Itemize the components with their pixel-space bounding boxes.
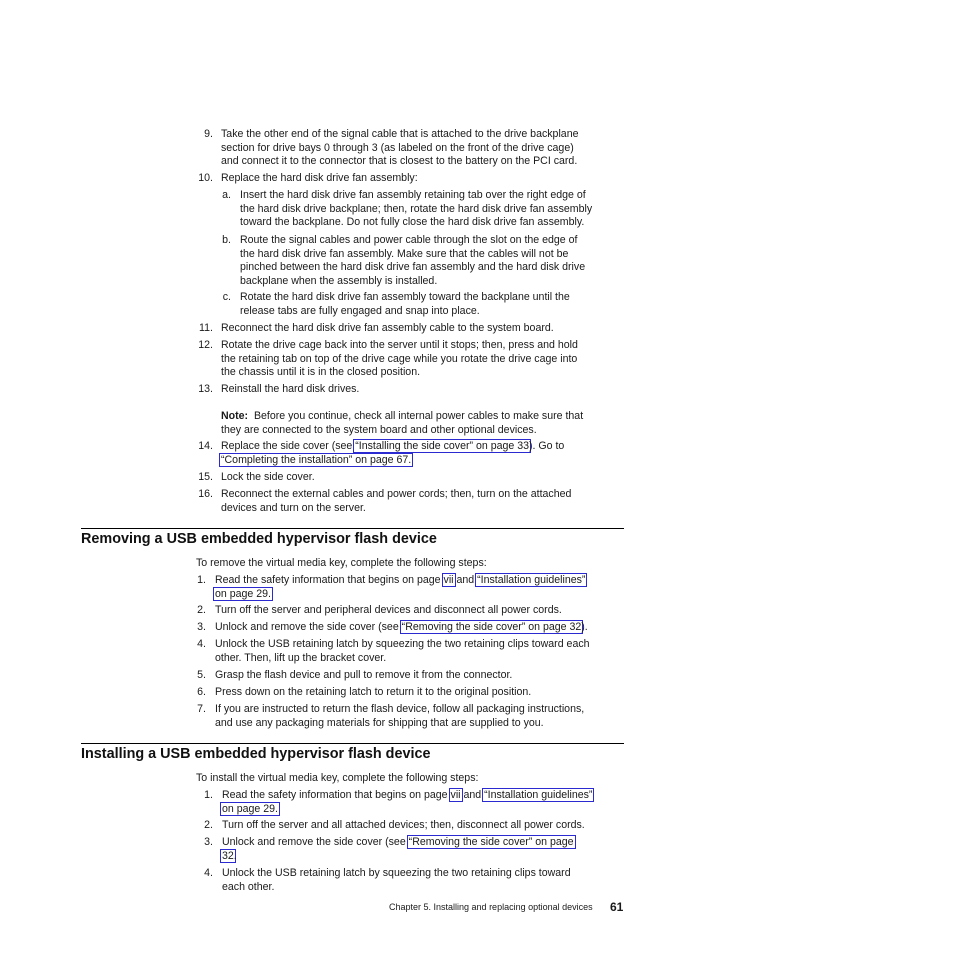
step-number: 4.	[197, 638, 206, 650]
step-number: 7.	[197, 703, 206, 715]
step-text: Turn off the server and peripheral devices and disconnect all power cords.	[215, 604, 562, 616]
step-number: 11.	[199, 322, 213, 334]
step-line: Replace the hard disk drive fan assembly:	[221, 172, 418, 184]
step-line: and use any packaging materials for shipping that are supplied to you.	[215, 716, 544, 729]
step-line: Rotate the hard disk drive fan assembly toward the backplane until the	[240, 291, 570, 303]
page-number: 61	[610, 900, 624, 914]
section-title-installing: Installing a USB embedded hypervisor flash device	[81, 746, 431, 762]
step-text: ). Go to	[529, 440, 565, 452]
step-line: Reconnect the external cables and power cords; then, turn on the attached	[221, 488, 572, 500]
step-line: and connect it to the connector that is closest to the battery on the PCI card.	[221, 155, 578, 168]
link-installation-guidelines[interactable]: “Installation guidelines”	[477, 574, 586, 586]
section-intro: To remove the virtual media key, complete the following steps:	[196, 557, 487, 569]
step-text: Replace the side cover (see	[221, 440, 356, 452]
step-number: 6.	[197, 686, 206, 698]
substep-letter: b.	[222, 234, 231, 246]
step-line: backplane when the assembly is installed.	[240, 274, 438, 287]
link-installation-guidelines-page[interactable]: on page 29.	[215, 587, 271, 600]
step-text: Unlock and remove the side cover (see	[222, 836, 409, 848]
step-number: 5.	[197, 669, 206, 681]
link-completing-installation[interactable]: “Completing the installation” on page 67.	[221, 453, 412, 466]
step-text: and	[453, 574, 478, 586]
step-text: Turn off the server and all attached devices; then, disconnect all power cords.	[222, 819, 585, 831]
step-line: other. Then, lift up the bracket cover.	[215, 651, 387, 664]
substep-letter: a.	[222, 189, 231, 201]
step-number: 12.	[198, 339, 213, 351]
step-line: each other.	[222, 880, 275, 893]
step-number: 16.	[198, 488, 213, 500]
step-line: section for drive bays 0 through 3 (as labeled on the front of the drive cage)	[221, 141, 574, 154]
link-removing-side-cover[interactable]: “Removing the side cover” on page	[408, 836, 574, 848]
step-text: Grasp the flash device and pull to remove it from the connector.	[215, 669, 513, 681]
step-number: 3.	[204, 836, 213, 848]
section-rule	[81, 528, 624, 529]
step-line: the retaining tab on top of the drive cage while you rotate the drive cage into	[221, 352, 578, 365]
link-page-vii[interactable]: vii	[443, 574, 454, 586]
step-line: the hard disk drive backplane; then, rotate the hard disk drive fan assembly	[240, 202, 593, 215]
step-line: devices and turn on the server.	[221, 501, 366, 514]
step-line: Unlock the USB retaining latch by squeezing the two retaining clips toward each	[215, 638, 590, 650]
step-line: toward the backplane. Do not fully close the hard disk drive fan assembly.	[240, 216, 585, 229]
step-line: Reconnect the hard disk drive fan assembly cable to the system board.	[221, 322, 554, 334]
section-intro: To install the virtual media key, complete the following steps:	[196, 772, 479, 784]
step-number: 15.	[198, 471, 213, 483]
step-number: 14.	[198, 440, 213, 452]
step-number: 1.	[197, 574, 206, 586]
step-number: 3.	[197, 621, 206, 633]
link-installation-guidelines[interactable]: “Installation guidelines”	[484, 789, 593, 801]
step-number: 2.	[204, 819, 213, 831]
link-removing-side-cover-page[interactable]: 32	[222, 849, 234, 862]
step-text: Lock the side cover.	[221, 471, 315, 483]
step-number: 10.	[198, 172, 213, 184]
step-line: Unlock the USB retaining latch by squeezing the two retaining clips toward	[222, 867, 571, 879]
substep-letter: c.	[222, 291, 231, 303]
link-page-vii[interactable]: vii	[450, 789, 461, 801]
link-removing-side-cover[interactable]: “Removing the side cover” on page 32	[401, 621, 582, 633]
link-installing-side-cover[interactable]: “Installing the side cover” on page 33	[355, 440, 529, 452]
step-line: If you are instructed to return the flash device, follow all packaging instructions,	[215, 703, 585, 715]
step-line: the hard disk drive fan assembly. Make sure that the cables will not be	[240, 247, 569, 260]
step-line: the chassis until it is in the closed position.	[221, 366, 421, 379]
step-number: 13.	[198, 383, 213, 395]
step-line: release tabs are fully engaged and snap into place.	[240, 304, 480, 317]
step-line: Insert the hard disk drive fan assembly retaining tab over the right edge of	[240, 189, 586, 201]
step-text: ).	[581, 621, 588, 633]
step-text: Read the safety information that begins on page	[215, 574, 444, 586]
step-number: 4.	[204, 867, 213, 879]
step-text: Read the safety information that begins on page	[222, 789, 451, 801]
section-rule	[81, 743, 624, 744]
section-title-removing: Removing a USB embedded hypervisor flash device	[81, 531, 437, 547]
step-text: .	[233, 849, 237, 862]
footer-chapter: Chapter 5. Installing and replacing optional devices	[389, 902, 593, 912]
step-line: pinched between the hard disk drive fan assembly and the hard disk drive	[240, 261, 586, 274]
note-text: they are connected to the system board and other optional devices.	[221, 423, 537, 436]
step-number: 9.	[204, 128, 213, 140]
note-block	[221, 410, 621, 437]
step-line: Rotate the drive cage back into the server until it stops; then, press and hold	[221, 339, 578, 351]
step-text: Press down on the retaining latch to return it to the original position.	[215, 686, 532, 698]
step-number: 1.	[204, 789, 213, 801]
step-text: and	[460, 789, 485, 801]
step-line: Take the other end of the signal cable that is attached to the drive backplane	[221, 128, 579, 140]
note-text: Before you continue, check all internal power cables to make sure that	[253, 410, 584, 422]
step-line: Route the signal cables and power cable through the slot on the edge of	[240, 234, 578, 246]
link-installation-guidelines-page[interactable]: on page 29.	[222, 802, 278, 815]
note-label: Note:	[221, 410, 249, 422]
step-number: 2.	[197, 604, 206, 616]
step-text: Unlock and remove the side cover (see	[215, 621, 402, 633]
step-line: Reinstall the hard disk drives.	[221, 383, 360, 395]
